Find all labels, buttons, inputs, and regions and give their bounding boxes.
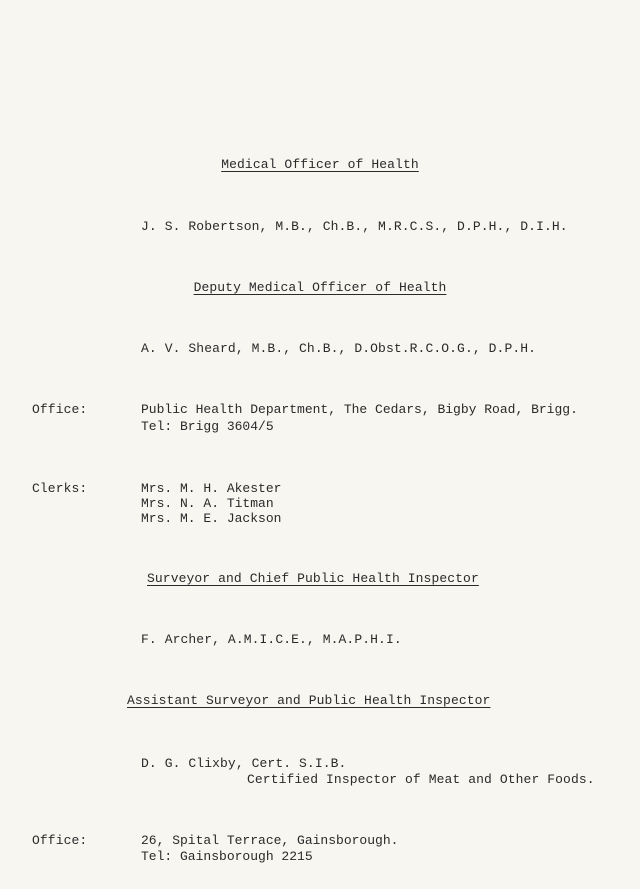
office-label: Office: — [32, 402, 88, 417]
surveyor-heading: Surveyor and Chief Public Health Inspector — [147, 571, 479, 586]
assistant-qualification: Certified Inspector of Meat and Other Foods. — [247, 772, 595, 787]
office-address: Public Health Department, The Cedars, Bigby Road, Brigg. — [141, 402, 578, 417]
assistant-heading: Assistant Surveyor and Public Health Inspector — [127, 693, 491, 708]
office-label: Office: — [32, 833, 88, 848]
clerk-name: Mrs. N. A. Titman — [141, 496, 274, 511]
deputy-heading: Deputy Medical Officer of Health — [193, 280, 447, 295]
clerks-label: Clerks: — [32, 481, 88, 496]
deputy-name: A. V. Sheard, M.B., Ch.B., D.Obst.R.C.O.G., D.P.H. — [141, 341, 537, 356]
assistant-name: D. G. Clixby, Cert. S.I.B. — [141, 756, 347, 771]
moh-heading: Medical Officer of Health — [221, 157, 419, 172]
clerk-name: Mrs. M. E. Jackson — [141, 511, 282, 526]
moh-name: J. S. Robertson, M.B., Ch.B., M.R.C.S., D.P.H., D.I.H. — [141, 219, 568, 234]
clerk-name: Mrs. M. H. Akester — [141, 481, 282, 496]
office-tel: Tel: Gainsborough 2215 — [141, 849, 313, 864]
office-tel: Tel: Brigg 3604/5 — [141, 419, 274, 434]
office-address: 26, Spital Terrace, Gainsborough. — [141, 833, 399, 848]
surveyor-name: F. Archer, A.M.I.C.E., M.A.P.H.I. — [141, 632, 402, 647]
